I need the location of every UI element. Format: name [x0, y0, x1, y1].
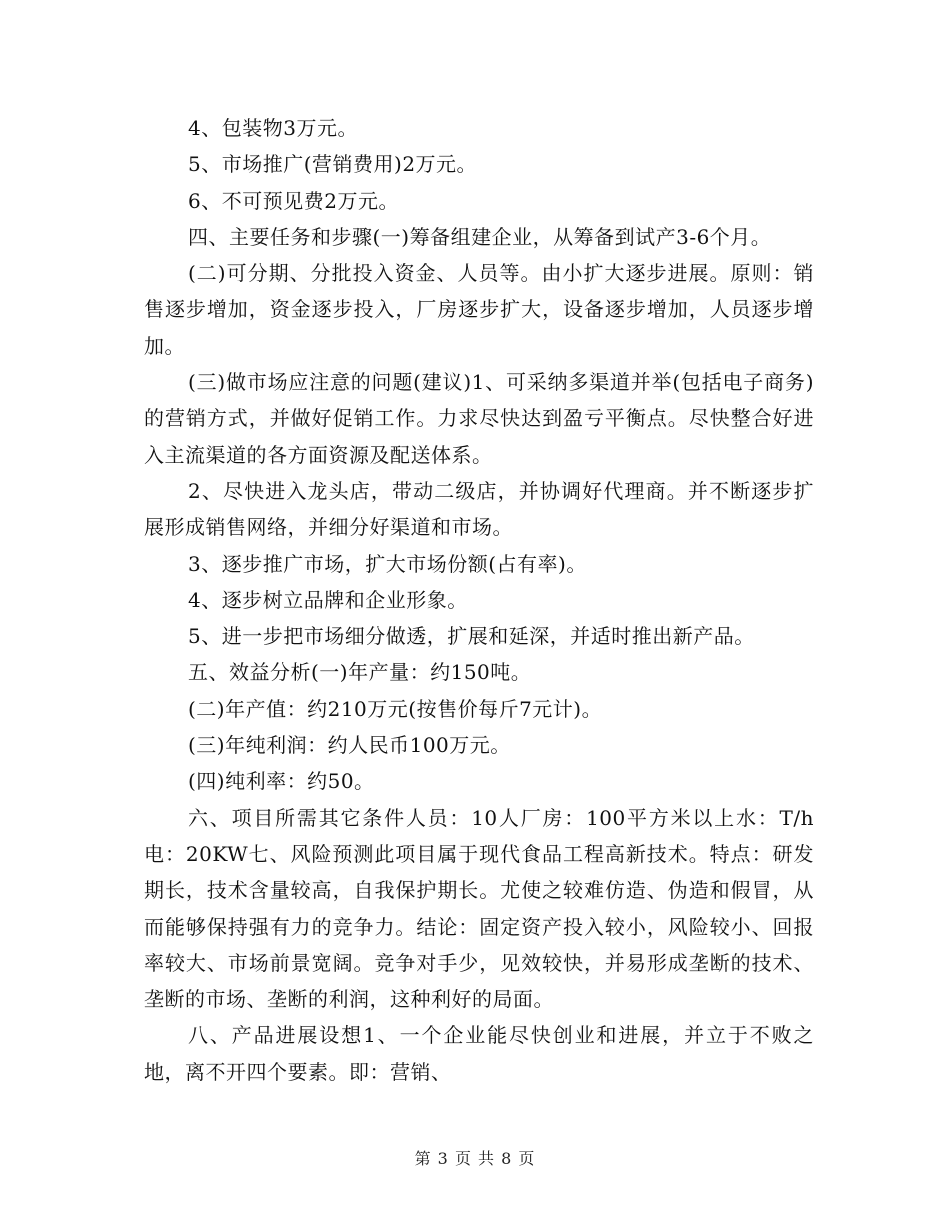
paragraph-7: 2、尽快进入龙头店，带动二级店，并协调好代理商。并不断逐步扩展形成销售网络，并细分好渠道和市场。: [144, 478, 814, 540]
paragraph-11: 五、效益分析(一)年产量：约150吨。: [188, 660, 532, 685]
paragraph-8: 3、逐步推广市场，扩大市场份额(占有率)。: [188, 551, 587, 576]
paragraph-14: (四)纯利率：约50。: [188, 769, 375, 794]
paragraph-1: 4、包装物3万元。: [188, 116, 358, 140]
document-body: [144, 110, 814, 1090]
paragraph-13: (三)年纯利润：约人民币100万元。: [188, 733, 511, 758]
paragraph-5: (二)可分期、分批投入资金、人员等。由小扩大逐步进展。原则：销售逐步增加，资金逐步投入，厂房逐步扩大，设备逐步增加，人员逐步增加。: [144, 261, 814, 358]
paragraph-6: (三)做市场应注意的问题(建议)1、可采纳多渠道并举(包括电子商务)的营销方式，并做好促销工作。力求尽快达到盈亏平衡点。尽快整合好进入主流渠道的各方面资源及配送体系。: [144, 370, 814, 467]
paragraph-9: 4、逐步树立品牌和企业形象。: [188, 587, 468, 612]
paragraph-2: 5、市场推广(营销费用)2万元。: [188, 152, 478, 177]
page-number-footer: 第 3 页 共 8 页: [414, 1149, 536, 1168]
paragraph-10: 5、进一步把市场细分做透，扩展和延深，并适时推出新产品。: [188, 624, 755, 649]
paragraph-15: 六、项目所需其它条件人员：10人厂房：100平方米以上水：T/h电：20KW七、风险预测此项目属于现代食品工程高新技术。特点：研发期长，技术含量较高，自我保护期长。尤使之较难仿造、伪造和假冒，从而能够保持强有力的竞争力。结论：固定资产投入较小，风险较小、回报率较大、市场前景宽阔。竞争对手少，见效较快，并易形成垄断的技术、垄断的市场、垄断的利润，这种利好的局面。: [144, 805, 814, 1012]
paragraph-12: (二)年产值：约210万元(按售价每斤7元计)。: [188, 696, 603, 721]
paragraph-4: 四、主要任务和步骤(一)筹备组建企业，从筹备到试产3-6个月。: [188, 224, 772, 249]
paragraph-3: 6、不可预见费2万元。: [188, 188, 399, 213]
paragraph-16: 八、产品进展设想1、一个企业能尽快创业和进展，并立于不败之地，离不开四个要素。即：营销、: [144, 1023, 814, 1084]
